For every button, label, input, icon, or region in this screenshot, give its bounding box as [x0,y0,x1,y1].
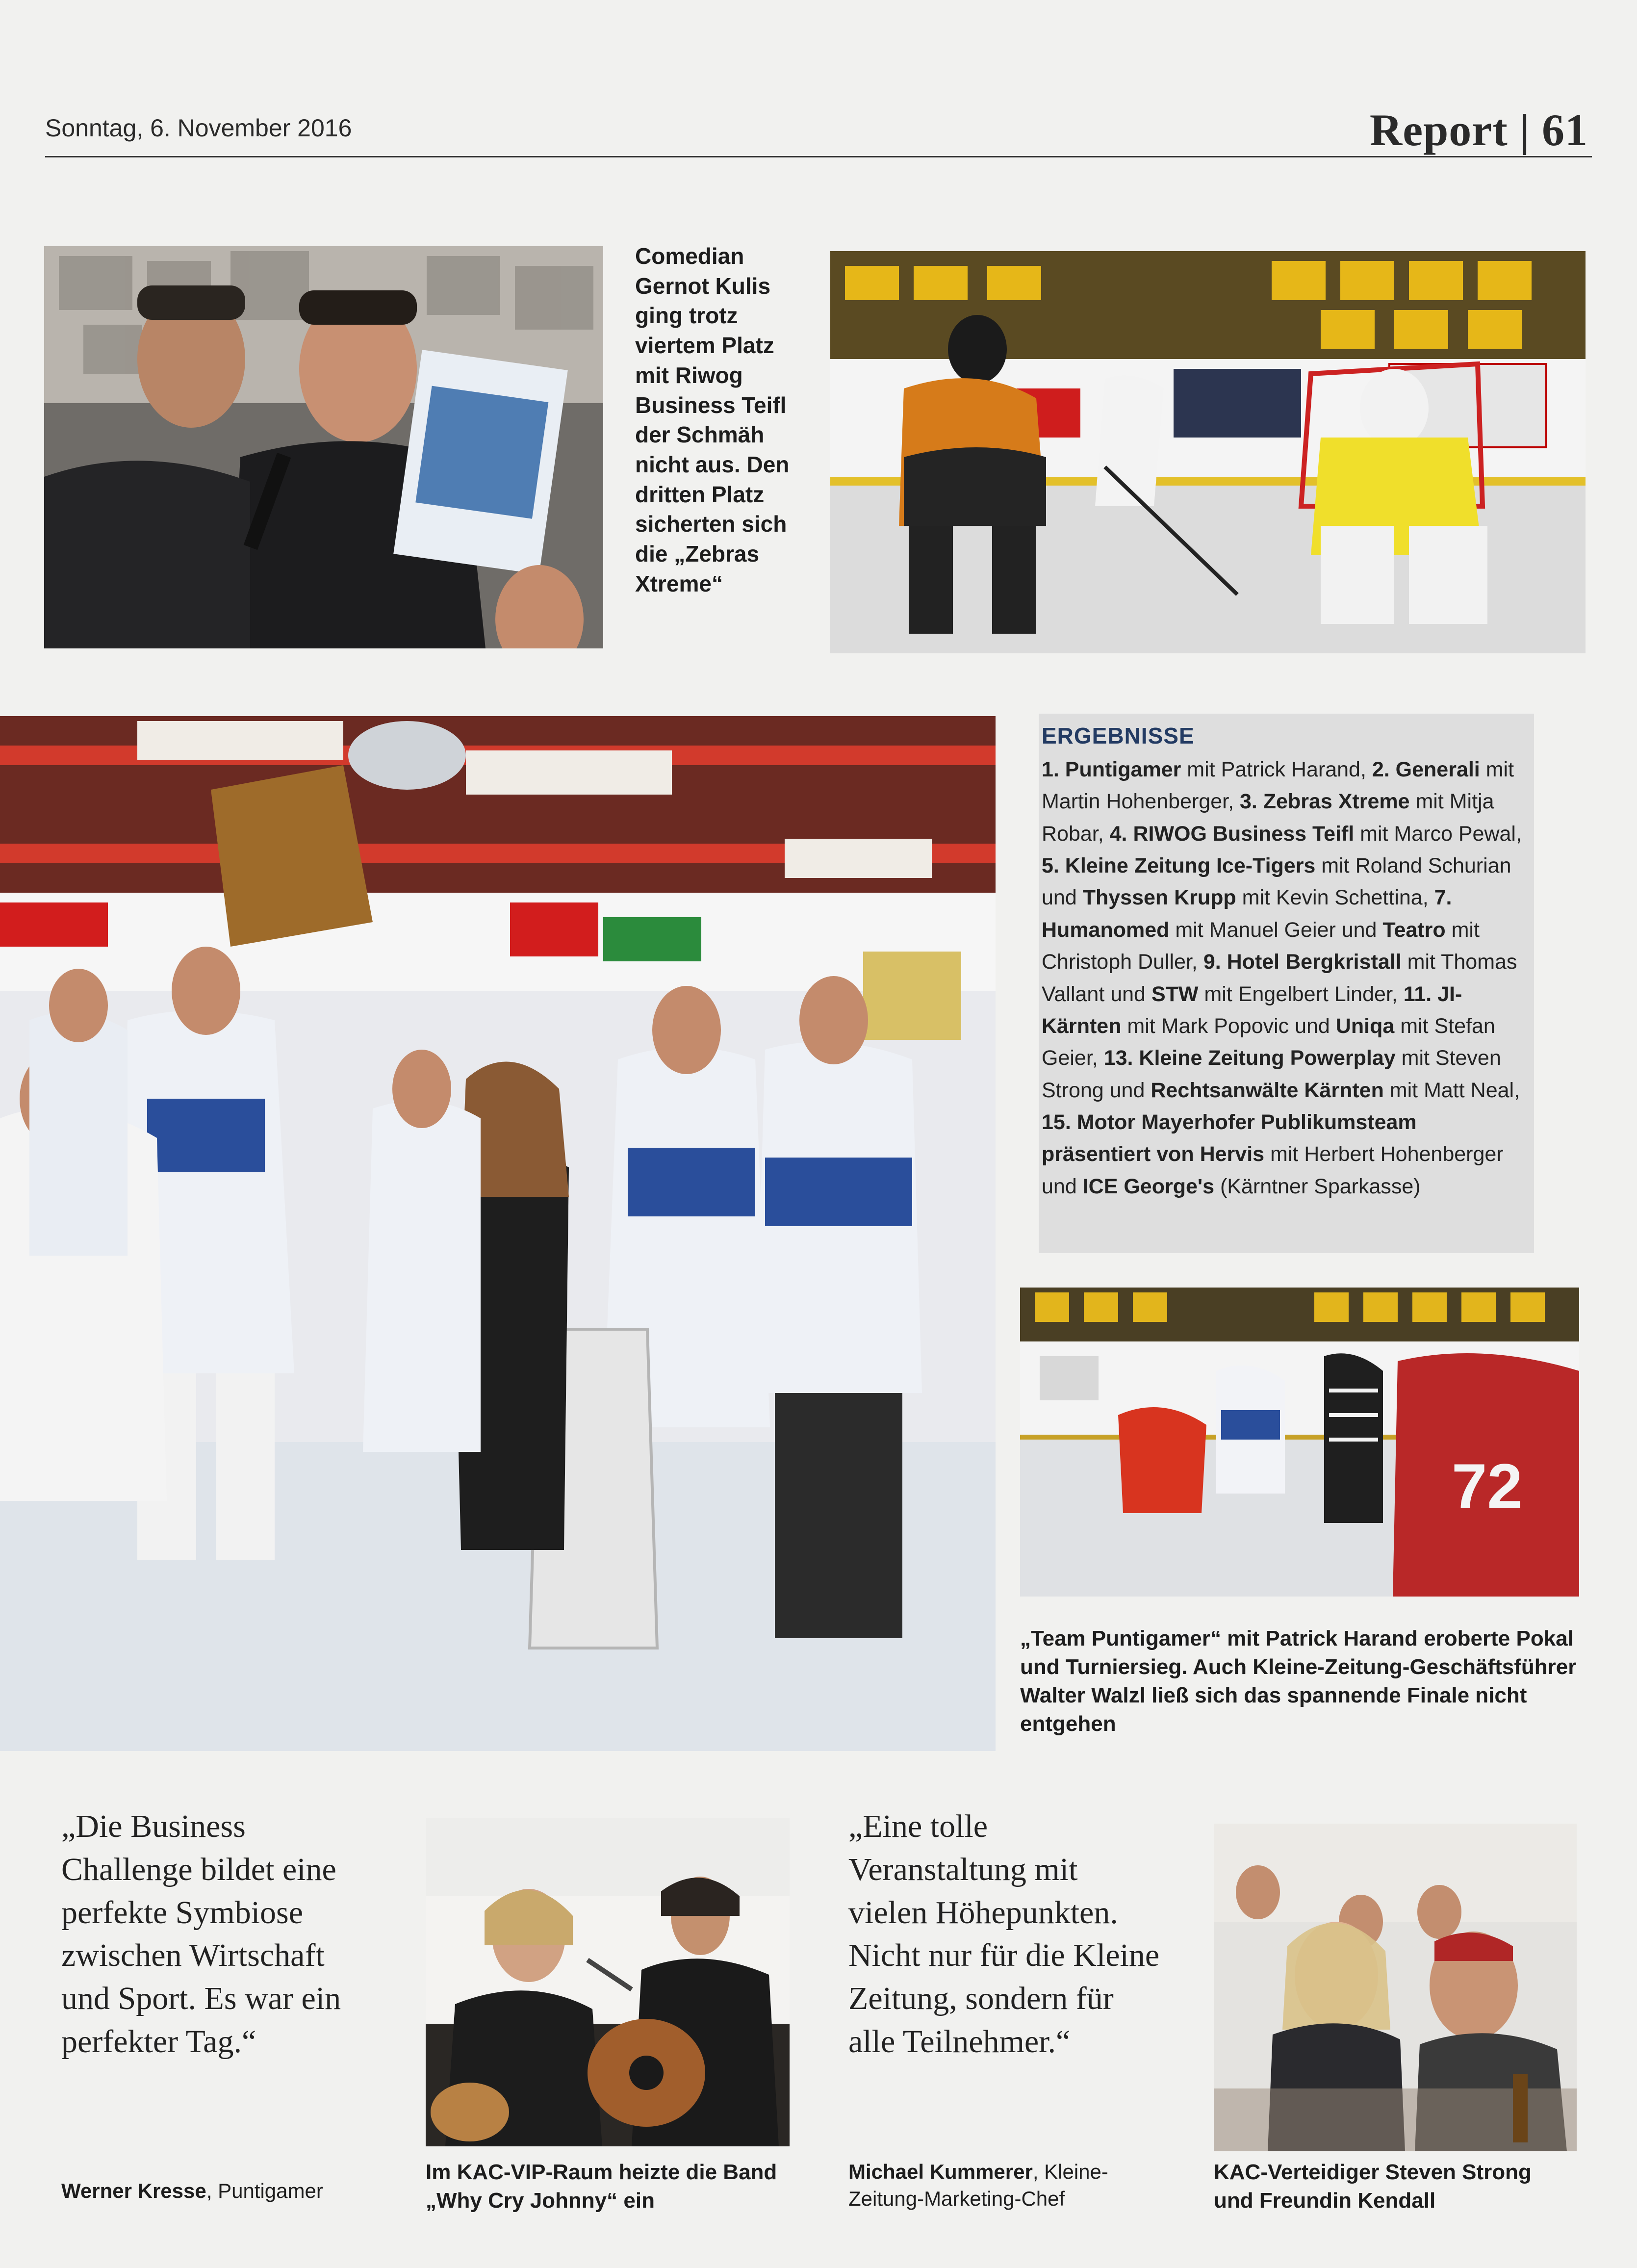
quote-kresse: „Die Business Challenge bildet eine perfekte Symbiose zwischen Wirtschaft und Sport. Es war ein perfekter Tag.“ [61,1808,341,2060]
result-entry [1110,822,1522,846]
result-detail: mit Stefan Geier, [1042,1014,1495,1070]
result-team: 11. JI-Kärnten [1042,982,1462,1038]
quote-kummerer-author [848,2158,1152,2213]
result-team: ICE George's [1082,1174,1215,1198]
result-team: 2. Generali [1372,758,1480,781]
result-team: 1. Puntigamer [1042,758,1181,781]
photo-strong-kendall [1214,1824,1577,2151]
caption-band: Im KAC-VIP-Raum heizte die Band „Why Cry Johnny“ ein [426,2160,777,2213]
result-entry [1151,982,1404,1006]
result-detail: mit Herbert Hohenberger und [1042,1142,1504,1198]
results-title: ERGEBNISSE [1042,723,1195,748]
result-team: 15. Motor Mayerhofer Publikumsteam präsentiert von Hervis [1042,1110,1417,1166]
result-team: 7. Humanomed [1042,886,1452,942]
quote-kresse-name: Werner Kresse [61,2179,206,2202]
result-team: Teatro [1382,918,1446,942]
result-team: Uniqa [1335,1014,1395,1038]
quote-kummerer-role: , Kleine-Zeitung-Marketing-Chef [848,2160,1108,2211]
quote-kummerer-name: Michael Kummerer [848,2160,1033,2183]
result-team: Rechtsanwälte Kärnten [1151,1078,1384,1102]
caption-kulis: Comedian Gernot Kulis ging trotz viertem Platz mit Riwog Business Teifl der Schmäh nicht aus. Den dritten Platz sicherten sich die „Zebras Xtreme“ [635,243,790,596]
result-detail: mit Kevin Schettina, [1236,886,1434,910]
result-detail: mit Steven Strong und [1042,1046,1501,1102]
issue-date: Sonntag, 6. November 2016 [45,114,352,142]
result-team: STW [1151,982,1199,1006]
result-team: 13. Kleine Zeitung Powerplay [1103,1046,1396,1070]
result-detail: mit Christoph Duller, [1042,918,1480,974]
photo-faceoff [1020,1288,1579,1597]
photo-band [426,1818,790,2146]
caption-strong-kendall: KAC-Verteidiger Steven Strong und Freundin Kendall [1214,2160,1532,2213]
section-page-label: Report | 61 [1369,105,1588,155]
results-list [1042,754,1529,1203]
result-team: Thyssen Krupp [1082,886,1236,910]
result-detail: mit Engelbert Linder, [1198,982,1404,1006]
result-team: 5. Kleine Zeitung Ice-Tigers [1042,854,1316,878]
result-team: 3. Zebras Xtreme [1239,790,1410,814]
result-entry [1042,758,1372,781]
result-entry [1151,1079,1520,1102]
result-detail: mit Patrick Harand, [1181,758,1372,781]
result-detail: mit Mark Popovic und [1121,1014,1336,1038]
svg-text:72: 72 [1452,1450,1523,1522]
photo-kulis [44,246,603,648]
result-entry [1083,1175,1421,1198]
results-box [1039,714,1534,1253]
result-detail: mit Matt Neal, [1383,1078,1520,1102]
quote-kummerer: „Eine tolle Veranstaltung mit vielen Höhepunkten. Nicht nur für die Kleine Zeitung, sondern für alle Teilnehmer.“ [848,1808,1160,2060]
result-detail: mit Roland Schurian und [1042,854,1511,910]
quote-kresse-author [61,2179,395,2203]
result-detail: mit Mitja Robar, [1042,790,1494,846]
caption-puntigamer: „Team Puntigamer“ mit Patrick Harand eroberte Pokal und Turniersieg. Auch Kleine-Zeitung-Geschäftsführer Walter Walzl ließ sich das spannende Finale nicht entgehen [1020,1626,1577,1736]
result-detail: mit Martin Hohenberger, [1042,758,1514,814]
result-team: 4. RIWOG Business Teifl [1109,822,1355,846]
photo-team-puntigamer [0,716,996,1751]
result-detail: mit Marco Pewal, [1354,822,1522,846]
header-rule [45,156,1592,157]
quote-kresse-role: , Puntigamer [206,2179,323,2202]
result-detail: (Kärntner Sparkasse) [1214,1174,1421,1198]
result-team: 9. Hotel Bergkristall [1203,950,1402,974]
photo-goalie [830,251,1586,653]
result-entry [1083,886,1434,909]
result-detail: mit Thomas Vallant und [1042,950,1517,1006]
result-detail: mit Manuel Geier und [1169,918,1383,942]
